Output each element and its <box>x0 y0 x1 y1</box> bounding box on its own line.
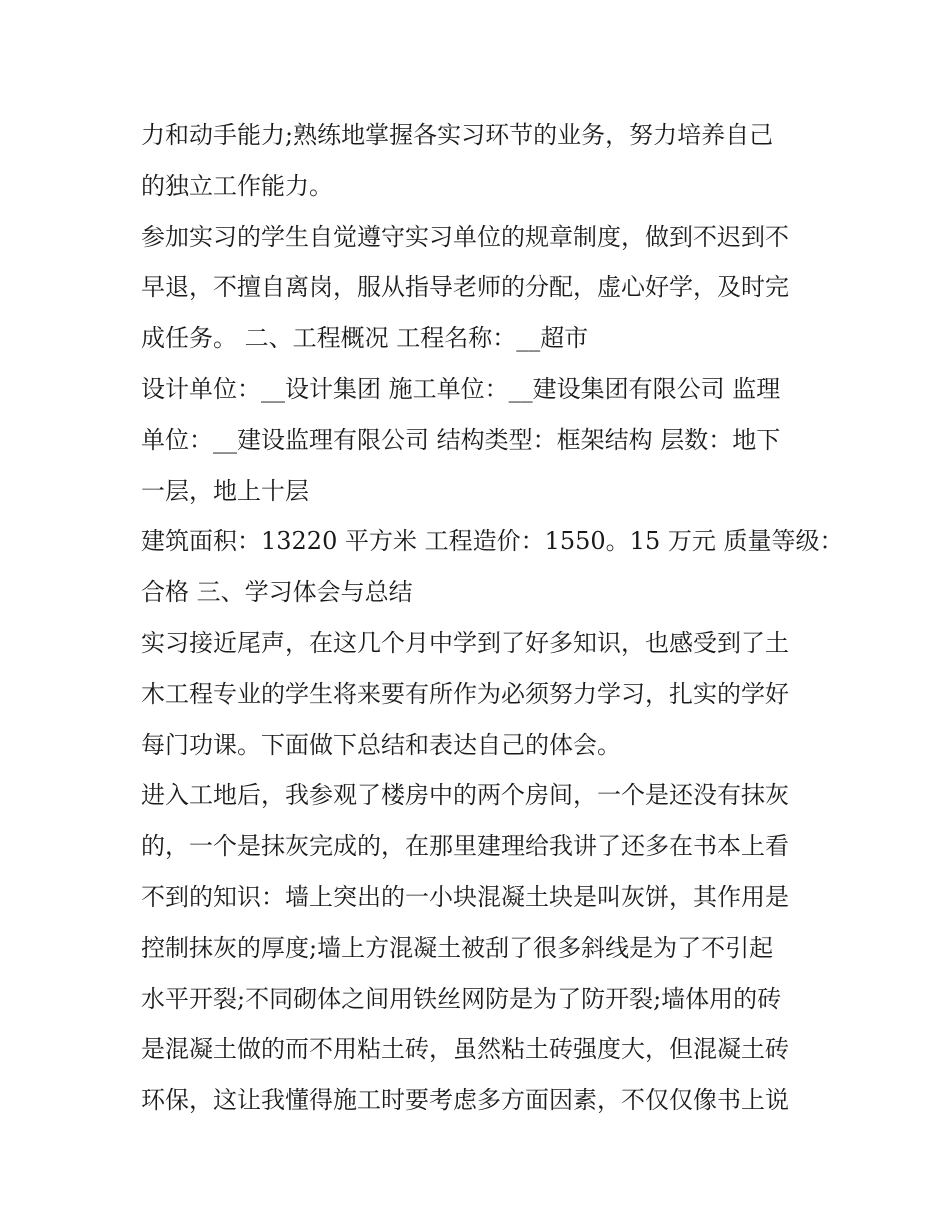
text-line: 的独立工作能力。 <box>141 171 333 200</box>
text-line: 设计单位：__设计集团 施工单位：__建设集团有限公司 监理 <box>141 374 781 403</box>
text-line: 建筑面积：13220 平方米 工程造价：1550。15 万元 质量等级： <box>141 527 844 556</box>
text-line: 控制抹灰的厚度;墙上方混凝土被刮了很多斜线是为了不引起 <box>141 933 774 962</box>
text-line: 进入工地后，我参观了楼房中的两个房间，一个是还没有抹灰 <box>141 781 789 810</box>
text-line: 是混凝土做的而不用粘土砖，虽然粘土砖强度大，但混凝土砖 <box>141 1035 789 1064</box>
text-line: 单位：__建设监理有限公司 结构类型：框架结构 层数：地下 <box>141 425 781 454</box>
text-line: 木工程专业的学生将来要有所作为必须努力学习，扎实的学好 <box>141 679 789 708</box>
text-line: 合格 三、学习体会与总结 <box>141 578 413 607</box>
text-line: 每门功课。下面做下总结和表达自己的体会。 <box>141 730 621 759</box>
text-line: 不到的知识：墙上突出的一小块混凝土块是叫灰饼，其作用是 <box>141 882 789 911</box>
document-body <box>141 110 844 1126</box>
text-line: 实习接近尾声，在这几个月中学到了好多知识，也感受到了土 <box>141 628 789 657</box>
text-line: 力和动手能力;熟练地掌握各实习环节的业务，努力培养自己 <box>141 121 774 149</box>
text-line: 环保，这让我懂得施工时要考虑多方面因素，不仅仅像书上说 <box>141 1086 789 1115</box>
text-line: 水平开裂;不同砌体之间用铁丝网防是为了防开裂;墙体用的砖 <box>141 984 782 1013</box>
text-line: 成任务。 二、工程概况 工程名称：__超市 <box>141 324 589 353</box>
text-line: 早退，不擅自离岗，服从指导老师的分配，虚心好学，及时完 <box>141 273 789 302</box>
text-line: 一层，地上十层 <box>141 476 309 505</box>
text-line: 的，一个是抹灰完成的，在那里建理给我讲了还多在书本上看 <box>141 832 789 861</box>
text-line: 参加实习的学生自觉遵守实习单位的规章制度，做到不迟到不 <box>141 222 789 251</box>
